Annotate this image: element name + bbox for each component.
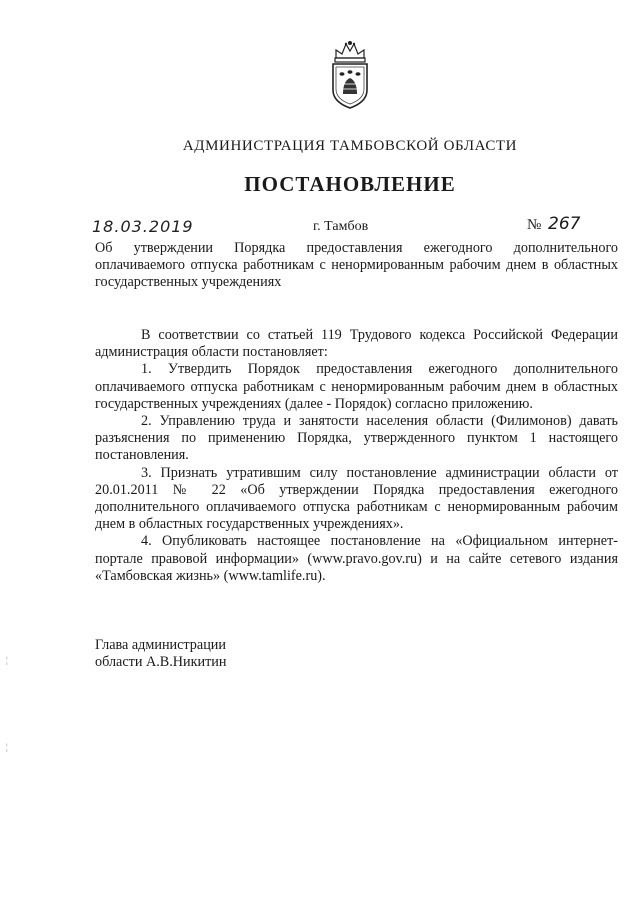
body-item-2: 2. Управлению труда и занятости населения области (Филимонов) давать разъяснения по применению Порядка, утвержденного пунктом 1 настоящего постановления. bbox=[95, 413, 618, 464]
document-city: г. Тамбов bbox=[313, 219, 369, 234]
document-number-label: № bbox=[527, 217, 542, 233]
document-date: 18.03.2019 bbox=[92, 217, 194, 236]
coat-of-arms-icon bbox=[327, 38, 373, 110]
document-type: ПОСТАНОВЛЕНИЕ bbox=[244, 172, 456, 196]
body-item-1: 1. Утвердить Порядок предоставления ежегодного дополнительного оплачиваемого отпуска работникам с ненормированным рабочим днем в областных государственных учреждениях (далее - Порядок) согласно приложению. bbox=[95, 361, 618, 412]
body-item-4: 4. Опубликовать настоящее постановление на «Официальном интернет-портале правовой информации» (www.pravo.gov.ru) и на сайте сетевого издания «Тамбовская жизнь» (www.tamlife.ru). bbox=[95, 533, 618, 584]
organization-name: АДМИНИСТРАЦИЯ ТАМБОВСКОЙ ОБЛАСТИ bbox=[182, 138, 518, 154]
document-subject: Об утверждении Порядка предоставления ежегодного дополнительного оплачиваемого отпуска работникам с ненормированным рабочим днем в областных государственных учреждениях bbox=[95, 240, 618, 290]
scan-margin-mark: ¦ bbox=[6, 655, 8, 665]
signature-name: области А.В.Никитин bbox=[95, 654, 227, 670]
scan-margin-mark: ¦ bbox=[6, 742, 8, 752]
document-body bbox=[95, 327, 618, 585]
document-number: 267 bbox=[548, 214, 581, 234]
body-intro: В соответствии со статьей 119 Трудового кодекса Российской Федерации администрация области постановляет: bbox=[95, 327, 618, 361]
body-item-3: 3. Признать утратившим силу постановление администрации области от 20.01.2011 № 22 «Об утверждении Порядка предоставления ежегодного дополнительного оплачиваемого отпуска работникам с ненормированным рабочим днем в областных государственных учреждениях». bbox=[95, 464, 618, 533]
signature-block bbox=[95, 637, 226, 671]
signature-position: Глава администрации bbox=[95, 637, 226, 653]
